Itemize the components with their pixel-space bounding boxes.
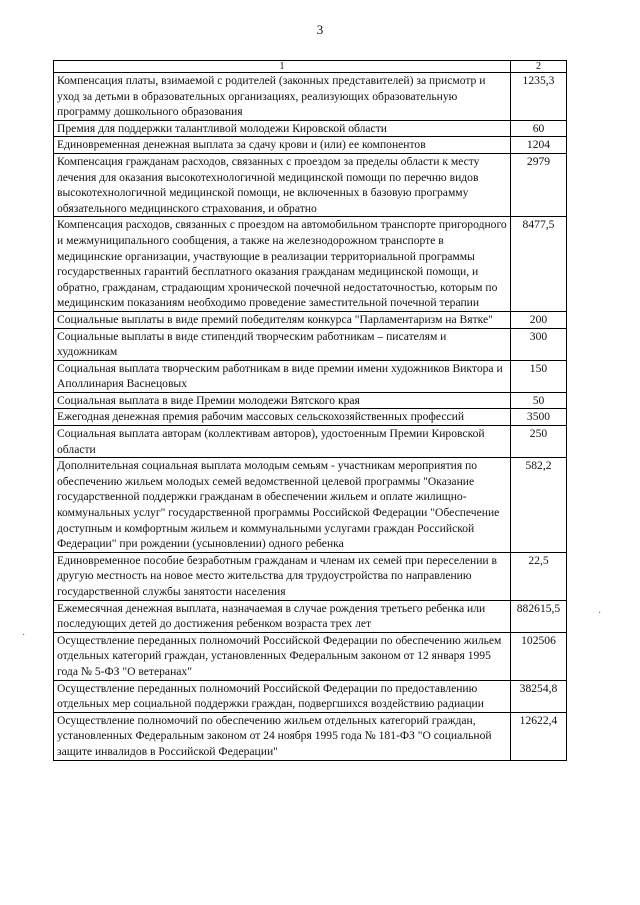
row-amount: 882615,5 (511, 600, 567, 632)
table-row (54, 73, 567, 121)
row-amount: 2979 (511, 153, 567, 216)
scan-artifact: · (598, 608, 602, 619)
row-description: Дополнительная социальная выплата молодым семьям - участникам мероприятия по обеспечению жильем молодых семей ведомственной целевой программы "Оказание государственной поддержки гражданам в обеспечении жильем и оплате жилищно-коммунальных услуг" государственной программы Российской Федерации "Обеспечение доступным и комфортным жильем и коммунальными услугами граждан Российской Федерации" при рождении (усыновлении) одного ребенка (54, 458, 511, 553)
row-description: Социальные выплаты в виде премий победителям конкурса "Парламентаризм на Вятке" (54, 311, 511, 328)
table-row (54, 217, 567, 312)
row-amount: 150 (511, 360, 567, 392)
row-amount: 102506 (511, 632, 567, 680)
row-description: Социальная выплата творческим работникам в виде премии имени художников Виктора и Аполлинария Васнецовых (54, 360, 511, 392)
row-amount: 22,5 (511, 552, 567, 600)
row-description: Осуществление полномочий по обеспечению жильем отдельных категорий граждан, установленных Федеральным законом от 24 ноября 1995 года № 181-ФЗ "О социальной защите инвалидов в Российской Федерации" (54, 712, 511, 760)
row-amount: 50 (511, 392, 567, 409)
table-row (54, 328, 567, 360)
row-amount: 38254,8 (511, 680, 567, 712)
row-description: Ежегодная денежная премия рабочим массовых сельскохозяйственных профессий (54, 409, 511, 426)
row-description: Ежемесячная денежная выплата, назначаемая в случае рождения третьего ребенка или последующих детей до достижения ребенком возраста трех лет (54, 600, 511, 632)
table-row (54, 153, 567, 216)
row-description: Социальные выплаты в виде стипендий творческим работникам – писателям и художникам (54, 328, 511, 360)
scan-artifact: · (22, 630, 26, 641)
row-amount: 200 (511, 311, 567, 328)
row-amount: 1235,3 (511, 73, 567, 121)
table-row (54, 712, 567, 760)
row-description: Единовременная денежная выплата за сдачу крови и (или) ее компонентов (54, 137, 511, 154)
budget-table (53, 60, 567, 761)
page-number: 3 (316, 22, 324, 37)
table-row (54, 426, 567, 458)
column-header-amount: 2 (511, 61, 567, 73)
row-amount: 60 (511, 120, 567, 137)
row-description: Премия для поддержки талантливой молодежи Кировской области (54, 120, 511, 137)
row-description: Социальная выплата авторам (коллективам авторов), удостоенным Премии Кировской области (54, 426, 511, 458)
row-description: Единовременное пособие безработным гражданам и членам их семей при переселении в другую местность на новое место жительства для трудоустройства по направлению государственной службы занятости населения (54, 552, 511, 600)
row-description: Социальная выплата в виде Премии молодежи Вятского края (54, 392, 511, 409)
row-amount: 3500 (511, 409, 567, 426)
table-row (54, 458, 567, 553)
table-row (54, 409, 567, 426)
table-row (54, 137, 567, 154)
row-description: Осуществление переданных полномочий Российской Федерации по обеспечению жильем отдельных категорий граждан, установленных Федеральным законом от 12 января 1995 года № 5-ФЗ "О ветеранах" (54, 632, 511, 680)
row-amount: 8477,5 (511, 217, 567, 312)
table-row (54, 392, 567, 409)
row-amount: 12622,4 (511, 712, 567, 760)
row-description: Компенсация расходов, связанных с проездом на автомобильном транспорте пригородного и межмуниципального сообщения, а также на железнодорожном транспорте в медицинские организации, участвующие в реализации территориальной программы государственных гарантий бесплатного оказания гражданам медицинской помощи, и обратно, гражданам, страдающим хронической почечной недостаточностью, которым по медицинским показаниям необходимо проведение заместительной почечной терапии (54, 217, 511, 312)
table-header-row (54, 61, 567, 73)
row-description: Компенсация гражданам расходов, связанных с проездом за пределы области к месту лечения для оказания высокотехнологичной медицинской помощи по перечню видов высокотехнологичной медицинской помощи, не включенных в базовую программу обязательного медицинского страхования, и обратно (54, 153, 511, 216)
table-row (54, 311, 567, 328)
table-row (54, 600, 567, 632)
row-amount: 1204 (511, 137, 567, 154)
table-row (54, 120, 567, 137)
table-row (54, 552, 567, 600)
table-row (54, 680, 567, 712)
column-header-description: 1 (54, 61, 511, 73)
table-row (54, 632, 567, 680)
row-description: Осуществление переданных полномочий Российской Федерации по предоставлению отдельных мер социальной поддержки граждан, подвергшихся воздействию радиации (54, 680, 511, 712)
row-amount: 300 (511, 328, 567, 360)
row-description: Компенсация платы, взимаемой с родителей (законных представителей) за присмотр и уход за детьми в образовательных организациях, реализующих образовательную программу дошкольного образования (54, 73, 511, 121)
row-amount: 250 (511, 426, 567, 458)
row-amount: 582,2 (511, 458, 567, 553)
table-row (54, 360, 567, 392)
